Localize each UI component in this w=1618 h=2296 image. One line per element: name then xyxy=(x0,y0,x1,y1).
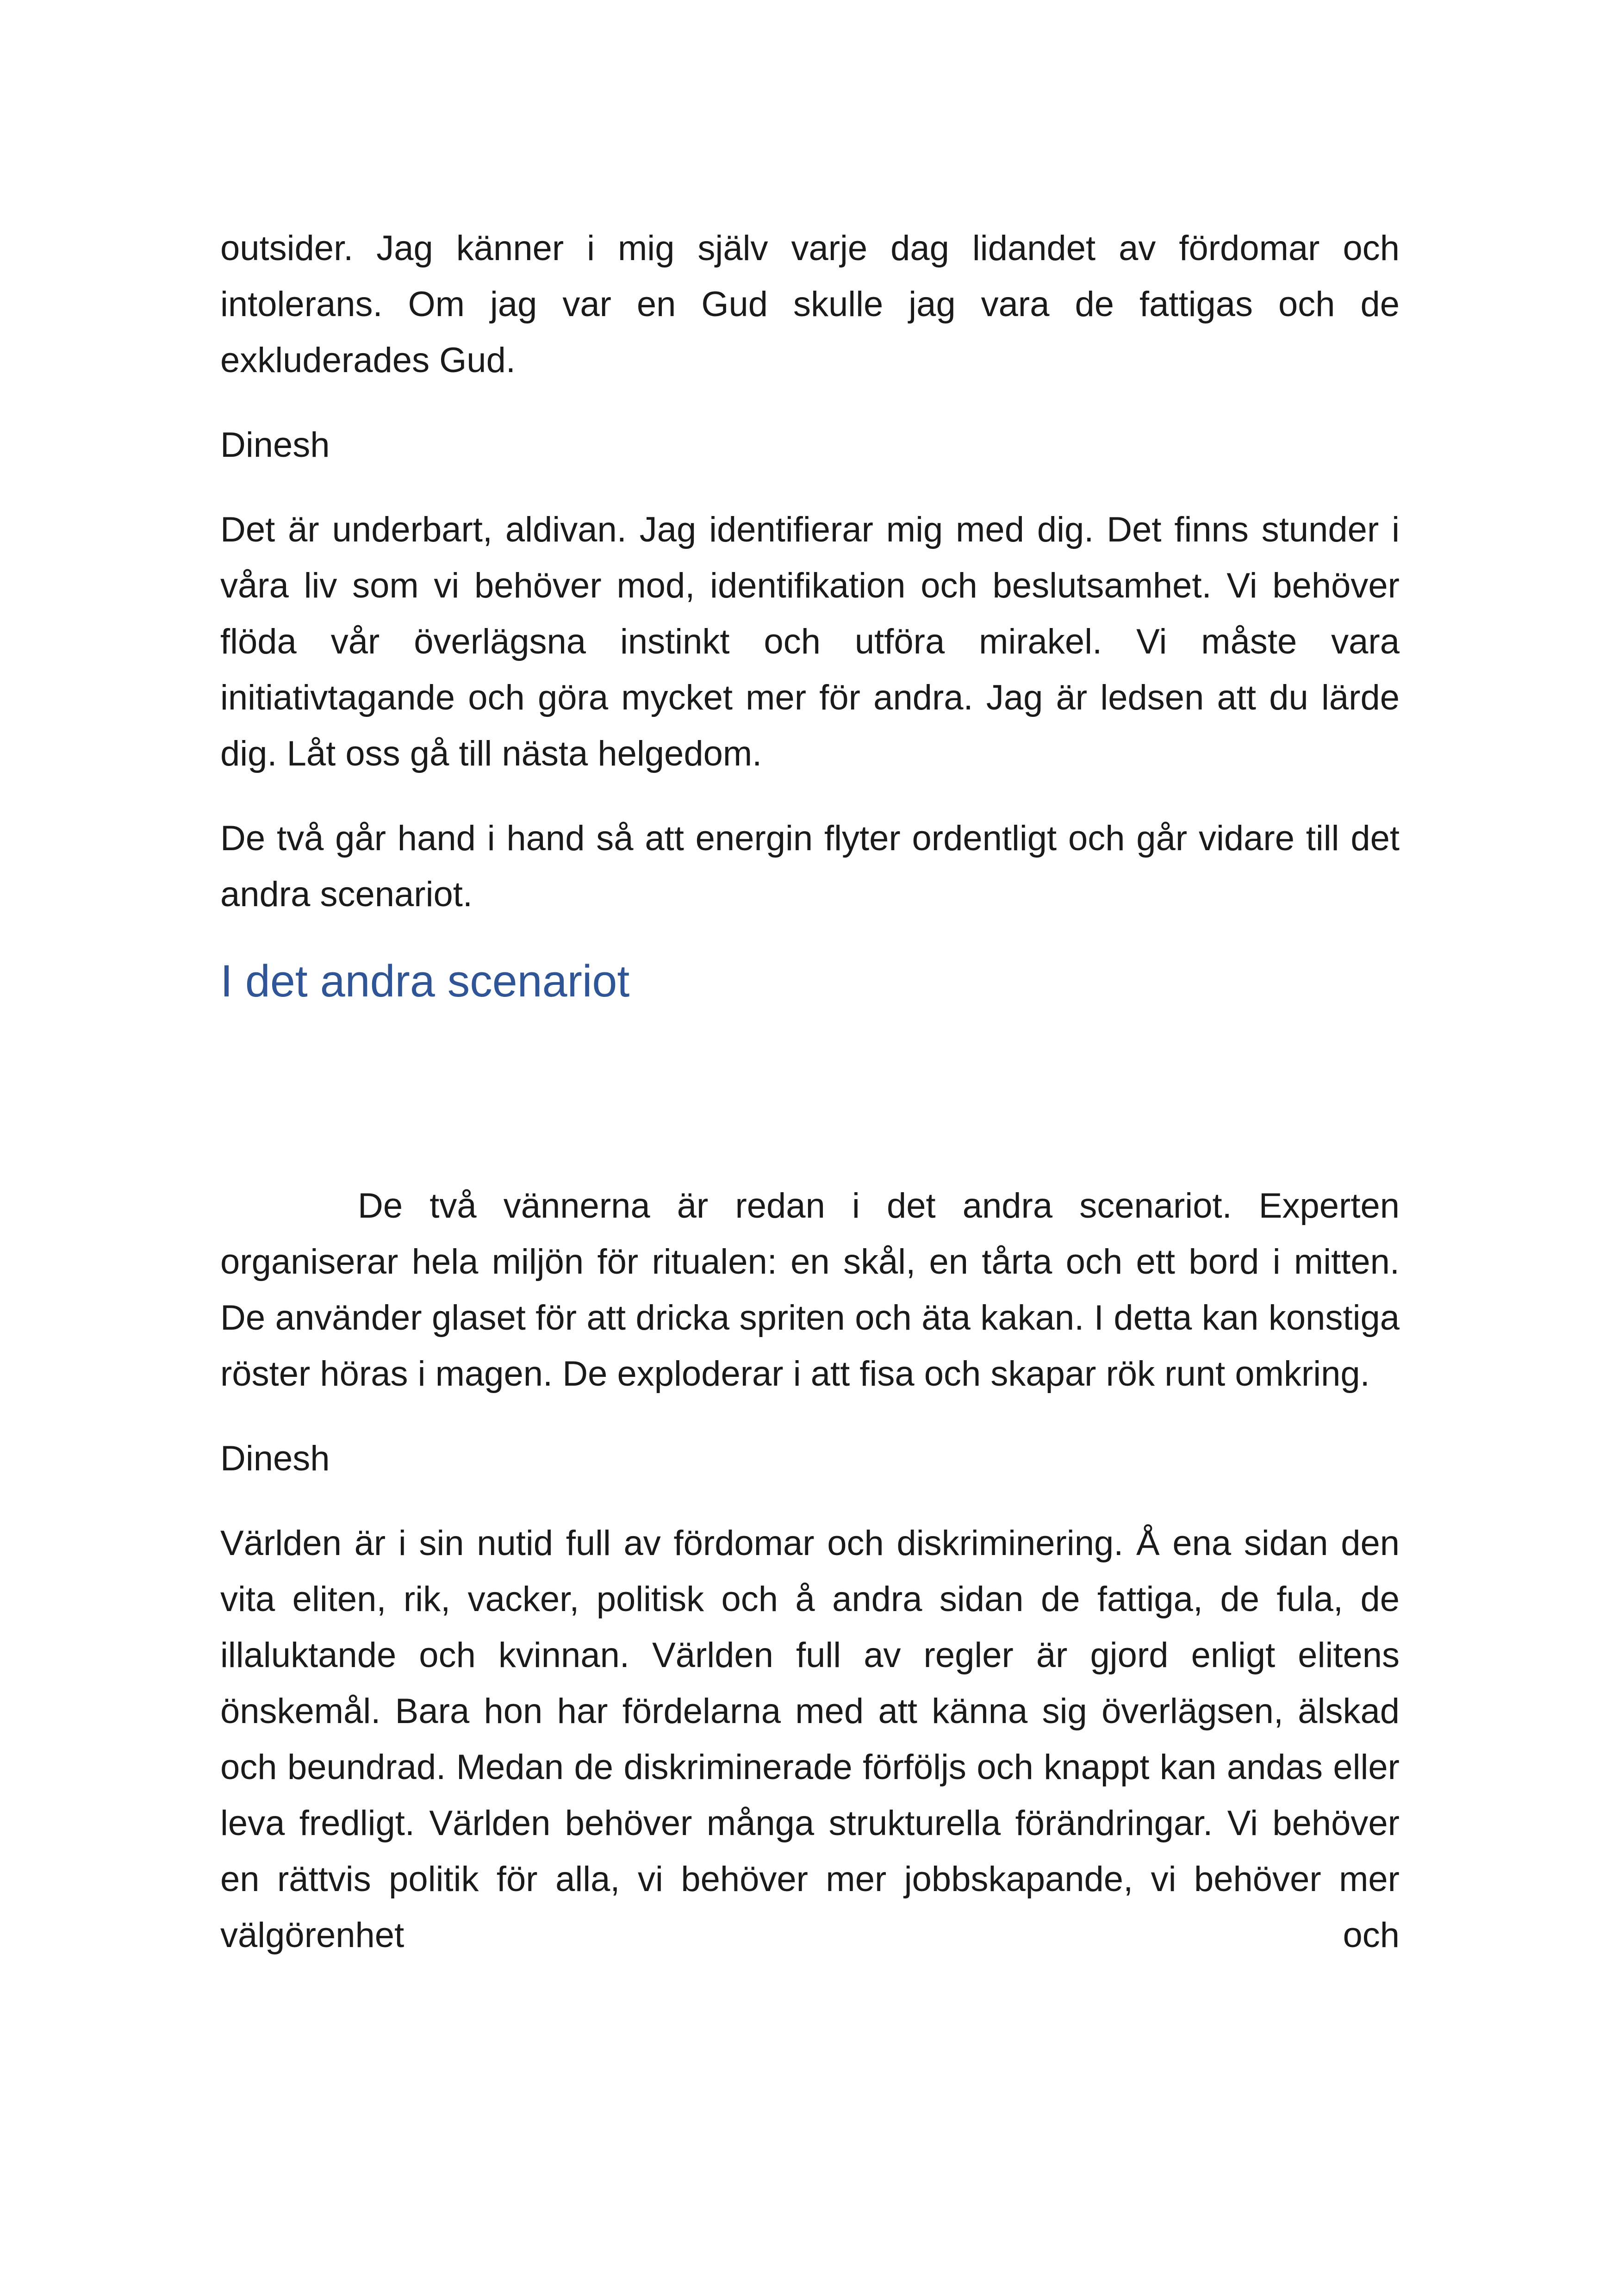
paragraph-hand-i-hand: De två går hand i hand så att energin flyter ordentligt och går vidare till det andra scenariot. xyxy=(220,819,1400,914)
text-column xyxy=(220,220,1400,1992)
paragraph-outsider: outsider. Jag känner i mig själv varje dag lidandet av fördomar och intolerans. Om jag var en Gud skulle jag vara de fattigas och de exkluderades Gud. xyxy=(220,229,1400,380)
paragraph-vannerna: De två vännerna är redan i det andra scenariot. Experten organiserar hela miljön för ritualen: en skål, en tårta och ett bord i mitten. De använder glaset för att dricka spriten och äta kakan. I detta kan konstiga röster höras i magen. De exploderar i att fisa och skapar rök runt omkring. xyxy=(220,1186,1400,1394)
section-heading: I det andra scenariot xyxy=(220,956,630,1006)
heading-spacing xyxy=(220,1011,1400,1178)
paragraph-varlden: Världen är i sin nutid full av fördomar och diskriminering. Å ena sidan den vita eliten, rik, vacker, politisk och å andra sidan de fattiga, de fula, de illaluktande och kvinnan. Världen full av regler är gjord enligt elitens önskemål. Bara hon har fördelarna med att känna sig överlägsen, älskad och beundrad. Medan de diskriminerade förföljs och knappt kan andas eller leva fredligt. Världen behöver många strukturella förändringar. Vi behöver en rättvis politik för alla, vi behöver mer jobbskapande, vi behöver mer välgörenhet och xyxy=(220,1524,1400,1955)
paragraph-underbart: Det är underbart, aldivan. Jag identifierar mig med dig. Det finns stunder i våra liv som vi behöver mod, identifikation och beslutsamhet. Vi behöver flöda vår överlägsna instinkt och utföra mirakel. Vi måste vara initiativtagande och göra mycket mer för andra. Jag är ledsen att du lärde dig. Låt oss gå till nästa helgedom. xyxy=(220,510,1400,773)
speaker-label: Dinesh xyxy=(220,1439,330,1478)
speaker-label: Dinesh xyxy=(220,425,330,465)
